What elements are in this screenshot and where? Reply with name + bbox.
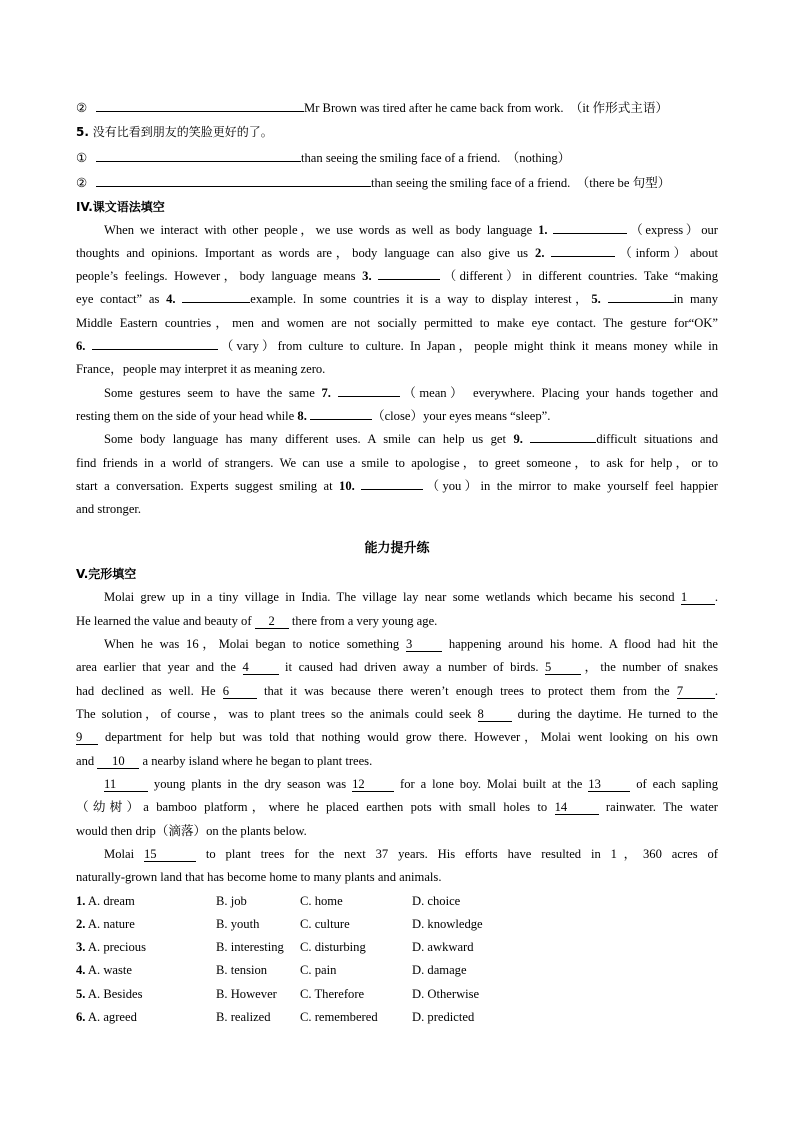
cloze-line-4 bbox=[76, 659, 718, 675]
grammar-line-13 bbox=[76, 501, 718, 517]
cloze-line-9 bbox=[104, 776, 718, 792]
option-d[interactable]: D. damage bbox=[412, 963, 467, 977]
cloze-blank-8[interactable]: 8 bbox=[478, 707, 512, 722]
answer-blank-10[interactable] bbox=[361, 489, 423, 490]
grammar-line-10 bbox=[104, 431, 718, 447]
text: in many bbox=[673, 292, 718, 306]
option-c[interactable]: C. culture bbox=[300, 917, 350, 931]
cloze-line-3 bbox=[104, 636, 718, 652]
text: Middle Eastern countries，men and women are not socially permitted to make eye contact. The gesture for“OK” bbox=[76, 316, 718, 330]
cloze-line-6 bbox=[76, 706, 718, 722]
text: example. In some countries it is a way to display interest， bbox=[250, 292, 592, 306]
answer-blank[interactable] bbox=[96, 161, 301, 162]
sentence-text: than seeing the smiling face of a friend. bbox=[301, 151, 501, 165]
grammar-line-3 bbox=[76, 268, 718, 284]
grammar-line-5 bbox=[76, 315, 718, 331]
answer-blank-6[interactable] bbox=[92, 349, 218, 350]
option-a[interactable]: A. nature bbox=[87, 917, 135, 931]
section-5-heading: V.完形填空 bbox=[76, 567, 137, 581]
text: resting them on the side of your head while bbox=[76, 409, 298, 423]
cloze-blank-3[interactable]: 3 bbox=[406, 637, 442, 652]
option-c[interactable]: C. remembered bbox=[300, 1010, 378, 1024]
cloze-blank-14[interactable]: 14 bbox=[555, 800, 599, 815]
text: （inform）about bbox=[615, 246, 718, 260]
blank-number: 9. bbox=[513, 432, 523, 446]
grammar-line-2 bbox=[76, 245, 718, 261]
text: of each sapling bbox=[630, 777, 718, 791]
answer-blank[interactable] bbox=[96, 186, 371, 187]
cloze-line-7 bbox=[76, 729, 718, 745]
text: area earlier that year and the bbox=[76, 660, 243, 674]
option-row-2 bbox=[76, 916, 135, 932]
text: （express）our bbox=[627, 223, 718, 237]
sentence-text: Mr Brown was tired after he came back from work. bbox=[304, 101, 564, 115]
text: rainwater. The water bbox=[598, 800, 718, 814]
answer-blank-3[interactable] bbox=[378, 279, 440, 280]
translation-5-prompt bbox=[76, 124, 718, 140]
chinese-prompt: 没有比看到朋友的笑脸更好的了。 bbox=[92, 125, 273, 139]
option-c[interactable]: C. home bbox=[300, 894, 343, 908]
answer-blank-4[interactable] bbox=[182, 302, 250, 303]
option-row-4 bbox=[76, 962, 132, 978]
hint-text: （nothing） bbox=[506, 151, 571, 165]
circle-marker: ② bbox=[76, 176, 88, 190]
option-a[interactable]: A. waste bbox=[87, 963, 132, 977]
option-row-3 bbox=[76, 939, 146, 955]
blank-number: 5. bbox=[591, 292, 601, 306]
question-number: 6. bbox=[76, 1010, 86, 1024]
text: France，people may interpret it as meaning zero. bbox=[76, 362, 326, 376]
cloze-blank-2[interactable]: 2 bbox=[255, 614, 289, 629]
option-d[interactable]: D. choice bbox=[412, 894, 461, 908]
option-a[interactable]: A. dream bbox=[87, 894, 135, 908]
cloze-blank-1[interactable]: 1 bbox=[681, 590, 715, 605]
answer-blank-1[interactable] bbox=[553, 233, 627, 234]
blank-number: 1. bbox=[538, 223, 548, 237]
option-c[interactable]: C. disturbing bbox=[300, 940, 366, 954]
text: He learned the value and beauty of bbox=[76, 614, 255, 628]
hint-text: （there be 句型） bbox=[576, 176, 671, 190]
text: . bbox=[714, 684, 718, 698]
hint-text: （it 作形式主语） bbox=[569, 101, 669, 115]
text: find friends in a world of strangers. We can use a smile to apologise，to greet someone，to ask for help，or to bbox=[76, 456, 718, 470]
option-b[interactable]: B. realized bbox=[216, 1010, 271, 1024]
option-b[interactable]: B. job bbox=[216, 894, 247, 908]
cloze-line-5 bbox=[76, 683, 718, 699]
grammar-line-4 bbox=[76, 291, 718, 307]
text: （you）in the mirror to make yourself feel happier bbox=[423, 479, 718, 493]
option-row-5 bbox=[76, 986, 143, 1002]
answer-blank-7[interactable] bbox=[338, 396, 400, 397]
blank-number: 2. bbox=[535, 246, 545, 260]
blank-number: 3. bbox=[362, 269, 372, 283]
question-number: 1. bbox=[76, 894, 86, 908]
text: there from a very young age. bbox=[288, 614, 438, 628]
option-d[interactable]: D. Otherwise bbox=[412, 987, 480, 1001]
option-c[interactable]: C. pain bbox=[300, 963, 337, 977]
text: and bbox=[76, 754, 98, 768]
answer-blank-9[interactable] bbox=[530, 442, 596, 443]
answer-blank[interactable] bbox=[96, 111, 304, 112]
text: （幼树）a bamboo platform，where he placed earthen pots with small holes to bbox=[76, 800, 555, 814]
grammar-line-6 bbox=[76, 338, 718, 354]
text: for a lone boy. Molai built at the bbox=[394, 777, 589, 791]
cloze-blank-9[interactable]: 9 bbox=[76, 730, 98, 745]
grammar-line-9 bbox=[76, 408, 718, 424]
grammar-line-11 bbox=[76, 455, 718, 471]
text: When we interact with other people，we use words as well as body language bbox=[104, 223, 539, 237]
text: When he was 16，Molai began to notice something bbox=[104, 637, 407, 651]
option-a[interactable]: A. agreed bbox=[87, 1010, 137, 1024]
blank-number: 4. bbox=[166, 292, 176, 306]
text: that it was because there weren’t enough trees to protect them from the bbox=[256, 684, 677, 698]
option-b[interactable]: B. interesting bbox=[216, 940, 284, 954]
answer-blank-5[interactable] bbox=[608, 302, 674, 303]
text: start a conversation. Experts suggest smiling at bbox=[76, 479, 340, 493]
text: ，the number of snakes bbox=[581, 660, 718, 674]
text: to plant trees for the next 37 years. His efforts have resulted in 1，360 acres of bbox=[195, 847, 718, 861]
grammar-line-7 bbox=[76, 361, 718, 377]
grammar-line-8 bbox=[104, 385, 718, 401]
option-row-1 bbox=[76, 893, 135, 909]
question-number: 2. bbox=[76, 917, 86, 931]
option-a[interactable]: A. Besides bbox=[87, 987, 143, 1001]
cloze-blank-15[interactable]: 15 bbox=[144, 847, 196, 862]
text: Some body language has many different uses. A smile can help us get bbox=[104, 432, 514, 446]
sentence-text: than seeing the smiling face of a friend. bbox=[371, 176, 571, 190]
text: （mean） everywhere. Placing your hands together and bbox=[399, 386, 718, 400]
translation-5-option-1 bbox=[76, 150, 718, 166]
text: it caused had driven away a number of birds. bbox=[278, 660, 546, 674]
cloze-line-10 bbox=[76, 799, 718, 815]
text: The solution，of course，was to plant trees so the animals could seek bbox=[76, 707, 478, 721]
option-d[interactable]: D. predicted bbox=[412, 1010, 475, 1024]
option-b[interactable]: B. tension bbox=[216, 963, 268, 977]
blank-number: 8. bbox=[297, 409, 307, 423]
text: people’s feelings. However，body language means bbox=[76, 269, 363, 283]
text: （close）your eyes means “sleep”. bbox=[372, 409, 551, 423]
answer-blank-8[interactable] bbox=[310, 419, 372, 420]
blank-number: 6. bbox=[76, 339, 86, 353]
circle-marker: ① bbox=[76, 151, 88, 165]
blank-number: 7. bbox=[321, 386, 331, 400]
option-b[interactable]: B. youth bbox=[216, 917, 260, 931]
answer-blank-2[interactable] bbox=[551, 256, 615, 257]
item-number: 5. bbox=[76, 125, 89, 139]
cloze-blank-6[interactable]: 6 bbox=[223, 684, 257, 699]
text: thoughts and opinions. Important as words are，body language can also give us bbox=[76, 246, 536, 260]
cloze-blank-10[interactable]: 10 bbox=[97, 754, 139, 769]
text: （different）in different countries. Take “making bbox=[440, 269, 718, 283]
text: Molai grew up in a tiny village in India. The village lay near some wetlands which became his second bbox=[104, 590, 681, 604]
grammar-line-1 bbox=[104, 222, 718, 238]
question-number: 4. bbox=[76, 963, 86, 977]
cloze-line-8 bbox=[76, 753, 718, 769]
text: a nearby island where he began to plant trees. bbox=[139, 754, 373, 768]
text: naturally-grown land that has become home to many plants and animals. bbox=[76, 870, 442, 884]
option-d[interactable]: D. knowledge bbox=[412, 917, 483, 931]
option-b[interactable]: B. However bbox=[216, 987, 277, 1001]
cloze-blank-4[interactable]: 4 bbox=[243, 660, 279, 675]
section-4-heading: IV.课文语法填空 bbox=[76, 200, 165, 214]
cloze-line-2 bbox=[76, 613, 718, 629]
text: eye contact” as bbox=[76, 292, 167, 306]
text: had declined as well. He bbox=[76, 684, 223, 698]
cloze-line-1 bbox=[104, 589, 718, 605]
translation-5-option-2 bbox=[76, 175, 718, 191]
part-title: 能力提升练 bbox=[364, 541, 430, 556]
option-a[interactable]: A. precious bbox=[87, 940, 146, 954]
cloze-line-11 bbox=[76, 823, 718, 839]
cloze-blank-5[interactable]: 5 bbox=[545, 660, 581, 675]
text: （vary）from culture to culture. In Japan，people might think it means money while in bbox=[217, 339, 718, 353]
text: Molai bbox=[104, 847, 144, 861]
text: young plants in the dry season was bbox=[148, 777, 353, 791]
question-number: 3. bbox=[76, 940, 86, 954]
text: during the daytime. He turned to the bbox=[511, 707, 718, 721]
option-row-6 bbox=[76, 1009, 137, 1025]
question-number: 5. bbox=[76, 987, 86, 1001]
cloze-blank-11[interactable]: 11 bbox=[104, 777, 148, 792]
text: happening around his home. A flood had hit the bbox=[442, 637, 718, 651]
cloze-blank-13[interactable]: 13 bbox=[588, 777, 630, 792]
grammar-line-12 bbox=[76, 478, 718, 494]
blank-number: 10. bbox=[339, 479, 355, 493]
cloze-blank-7[interactable]: 7 bbox=[677, 684, 715, 699]
text: department for help but was told that nothing would grow there. However，Molai went looking on his own bbox=[98, 730, 718, 744]
text: would then drip（滴落）on the plants below. bbox=[76, 824, 307, 838]
cloze-line-12 bbox=[104, 846, 718, 862]
cloze-line-13 bbox=[76, 869, 718, 885]
text: difficult situations and bbox=[596, 432, 718, 446]
cloze-blank-12[interactable]: 12 bbox=[352, 777, 394, 792]
text: Some gestures seem to have the same bbox=[104, 386, 322, 400]
option-c[interactable]: C. Therefore bbox=[300, 987, 365, 1001]
text: . bbox=[714, 590, 718, 604]
option-d[interactable]: D. awkward bbox=[412, 940, 474, 954]
circle-marker: ② bbox=[76, 101, 88, 115]
text: and stronger. bbox=[76, 502, 142, 516]
translation-4-option-2 bbox=[76, 100, 718, 116]
